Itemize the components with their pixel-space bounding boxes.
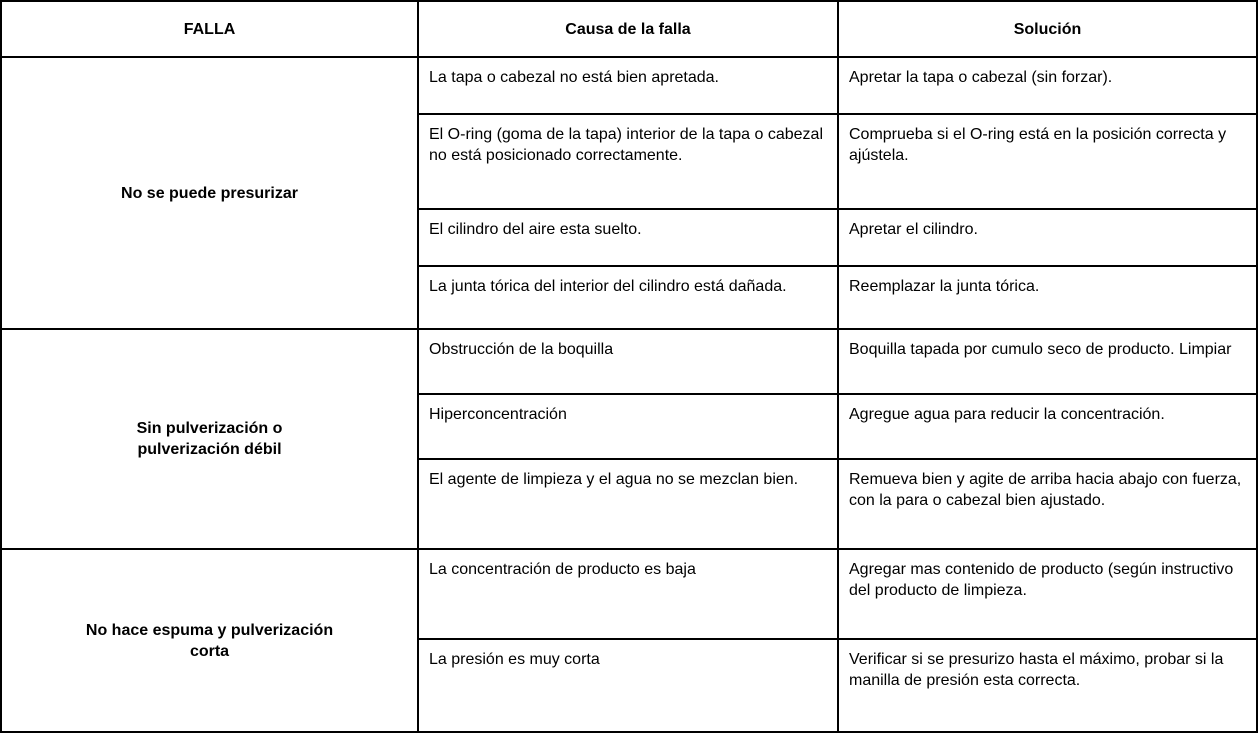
causa-cell: El agente de limpieza y el agua no se mezclan bien. — [418, 459, 838, 549]
solucion-cell: Agregar mas contenido de producto (según instructivo del producto de limpieza. — [838, 549, 1257, 639]
solucion-cell: Verificar si se presurizo hasta el máximo, probar si la manilla de presión esta correcta. — [838, 639, 1257, 732]
table-row — [1, 57, 1257, 114]
solucion-cell: Remueva bien y agite de arriba hacia abajo con fuerza, con la para o cabezal bien ajustado. — [838, 459, 1257, 549]
causa-cell: Obstrucción de la boquilla — [418, 329, 838, 394]
falla-label: No hace espuma y pulverización corta — [85, 621, 334, 660]
falla-cell — [1, 329, 418, 549]
falla-cell — [1, 549, 418, 732]
header-row — [1, 1, 1257, 57]
causa-cell: La tapa o cabezal no está bien apretada. — [418, 57, 838, 114]
causa-cell: El O-ring (goma de la tapa) interior de la tapa o cabezal no está posicionado correctamente. — [418, 114, 838, 209]
causa-cell: El cilindro del aire esta suelto. — [418, 209, 838, 266]
table-row — [1, 329, 1257, 394]
table-row — [1, 549, 1257, 639]
solucion-cell: Apretar el cilindro. — [838, 209, 1257, 266]
solucion-cell: Agregue agua para reducir la concentración. — [838, 394, 1257, 459]
header-falla: FALLA — [1, 1, 418, 57]
solucion-cell: Comprueba si el O-ring está en la posición correcta y ajústela. — [838, 114, 1257, 209]
causa-cell: La presión es muy corta — [418, 639, 838, 732]
header-solucion: Solución — [838, 1, 1257, 57]
header-causa: Causa de la falla — [418, 1, 838, 57]
solucion-cell: Reemplazar la junta tórica. — [838, 266, 1257, 329]
falla-cell — [1, 57, 418, 329]
solucion-cell: Boquilla tapada por cumulo seco de producto. Limpiar — [838, 329, 1257, 394]
table-body — [1, 57, 1257, 732]
causa-cell: La junta tórica del interior del cilindro está dañada. — [418, 266, 838, 329]
falla-label: Sin pulverización o pulverización débil — [136, 420, 283, 458]
causa-cell: La concentración de producto es baja — [418, 549, 838, 639]
solucion-cell: Apretar la tapa o cabezal (sin forzar). — [838, 57, 1257, 114]
causa-cell: Hiperconcentración — [418, 394, 838, 459]
falla-label: No se puede presurizar — [121, 184, 298, 202]
